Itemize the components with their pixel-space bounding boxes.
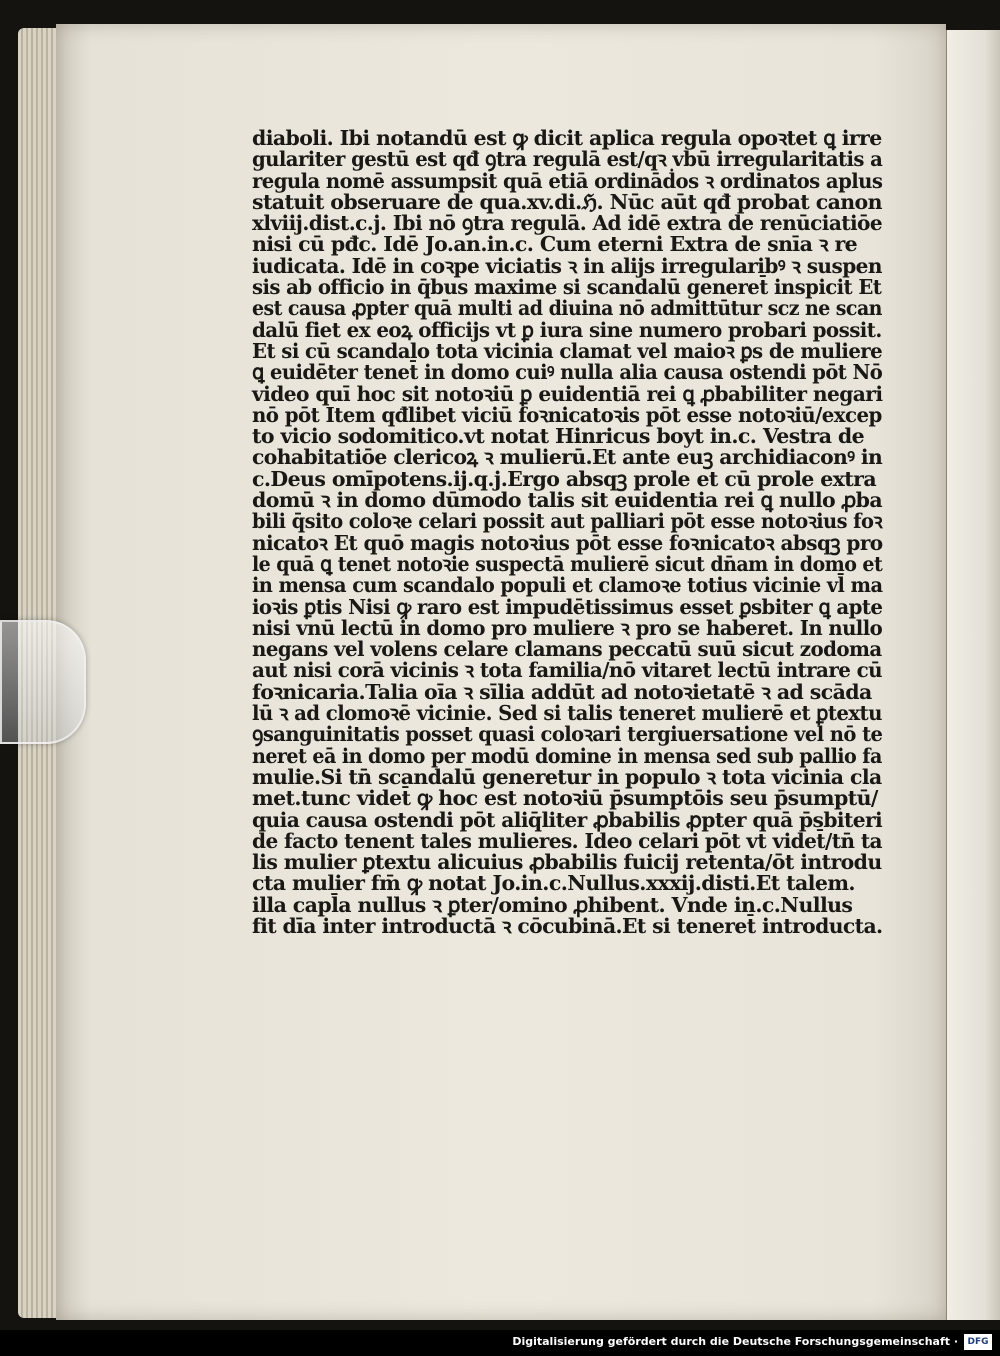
dfg-logo: DFG (964, 1334, 992, 1350)
text-line: de facto tenent tales mulieres. Ideo celari pōt vt videt̄/tn̄ ta (252, 828, 882, 853)
text-line: quia causa ostendi pōt aliq̄liter ꝓbabilis ꝓpter quā p̄sbiteri (252, 807, 883, 832)
text-line: Et si cū scandalo tota vicinia clamat vel maioꝛ ꝑs de muliere (252, 338, 883, 363)
text-line: neret eā in domo per modū domine in mensa sed sub pallio fa (252, 743, 882, 768)
text-line: cta mulier fm̄ ꝙ notat Jo.in.c.Nullus.xxxij.disti.Et talem. (252, 871, 855, 896)
text-line: domū ꝛ in domo dūmodo talis sit euidentia rei ꝗ nullo ꝓba (252, 488, 883, 513)
text-line: iudicata. Idē in coꝛpe viciatis ꝛ in alijs irregularibꝰ ꝛ suspen (252, 253, 882, 278)
text-line: cohabitatiōe clericoꝝ ꝛ mulierū.Et ante euꝫ archidiaconꝰ in (252, 445, 883, 470)
page-clip (0, 620, 86, 744)
text-line: diaboli. Ibi notandū est ꝙ dicit aplica regula opoꝛtet ꝗ irre (252, 126, 882, 150)
text-line: nō pōt Item qđlibet viciū foꝛnicatoꝛis pōt esse notoꝛiū/excep (252, 402, 882, 427)
text-line: gulariter gestū est qđ ꝯtra regulā est/qꝛ vbū irregularitatis a (252, 147, 883, 172)
text-line: est causa ꝓpter quā multi ad diuina nō admittūtur scz ne scan (252, 296, 882, 321)
funding-note: Digitalisierung gefördert durch die Deutsche Forschungsgemeinschaft · (512, 1335, 958, 1348)
text-line: statuit obseruare de qua.xv.di.ℌ. Nūc aūt qđ probat canon (252, 189, 882, 214)
text-line: video quī hoc sit notoꝛiū ꝑ euidentiā rei ꝗ ꝓbabiliter negari (252, 381, 883, 406)
text-line: nisi vnū lectū in domo pro muliere ꝛ pro se haberet. In nullo (252, 615, 883, 640)
facing-page-edge (946, 30, 1000, 1320)
text-line: ꝯsanguinitatis posset quasi coloꝛari tergiuersatione vel nō te (252, 722, 883, 747)
text-line: met.tunc videt̄ ꝙ hoc est notoꝛiū p̄sumptōis seu p̄sumptū/ (252, 786, 878, 811)
text-line: foꝛnicaria.Talia oīa ꝛ sīlia addūt ad notoꝛietatē ꝛ ad scāda (252, 679, 872, 704)
text-line: regula nomē assumpsit quā etiā ordināḋos ꝛ ordinatos aplus (252, 168, 883, 193)
text-line: mulie.Si tn̄ scandalū generetur in populo ꝛ tota vicinia cla (252, 764, 882, 789)
text-line: ioꝛis ꝑtis Nisi ꝙ raro est impudētissimus esset ꝑsbiter ꝗ apte (252, 594, 883, 619)
text-line: le quā ꝗ tenet notoꝛie suspectā mulierē sicut dn̄am in domo et (252, 551, 883, 576)
text-line: sis ab officio in q̄bus maxime si scandalū generet̄ inspicit Et (252, 275, 882, 300)
text-line: ꝗ euidēter tenet̄ in domo cuiꝰ nulla alia causa ostendi pōt Nō (252, 360, 883, 385)
footer-bar (0, 1330, 1000, 1356)
text-line: to vicio sodomitico.vt notat Hinricus boyt in.c. Vestra de (252, 424, 865, 449)
text-line: nicatoꝛ Et quō magis notoꝛius pōt esse foꝛnicatoꝛ absqꝫ pro (252, 530, 883, 555)
text-line: lū ꝛ ad clomoꝛē vicinie. Sed si talis teneret mulierē et ꝑtextu (252, 701, 882, 726)
text-line: illa capl̄a nullus ꝛ ꝑter/omino ꝓhibent. Vnde in.c.Nullus (252, 892, 853, 917)
text-line: dalū fiet ex eoꝝ officijs vt ꝑ iura sine numero probari possit. (252, 317, 882, 342)
text-line: bili q̄sito coloꝛe celari possit aut palliari pōt esse notoꝛius foꝛ (252, 509, 882, 534)
text-line: xlviij.dist.c.j. Ibi nō ꝯtra regulā. Ad idē extra de renūciatiōe (252, 211, 883, 236)
text-line: aut nisi corā vicinis ꝛ tota familia/nō vitaret lectū intrare cū (252, 658, 882, 683)
text-line: lis mulier ꝑtextu alicuius ꝓbabilis fuicij retenta/ōt introdu (252, 850, 882, 875)
text-line: negans vel volens celare clamans peccatū suū sicut zodoma (252, 637, 882, 662)
text-line: c.Deus omīpotens.ij.q.j.Ergo absqꝫ prole et cū prole extra (252, 466, 877, 491)
text-line: nisi cū pđc. Idē Jo.an.in.c. Cum eterni Extra de snīa ꝛ re (252, 232, 858, 257)
text-line: in mensa cum scandalo populi et clamoꝛe totius vicinie vl̄ ma (252, 573, 883, 598)
text-block (252, 128, 882, 937)
text-line: fit dīa inter introductā ꝛ cōcubinā.Et si teneret̄ introducta. (252, 913, 883, 938)
